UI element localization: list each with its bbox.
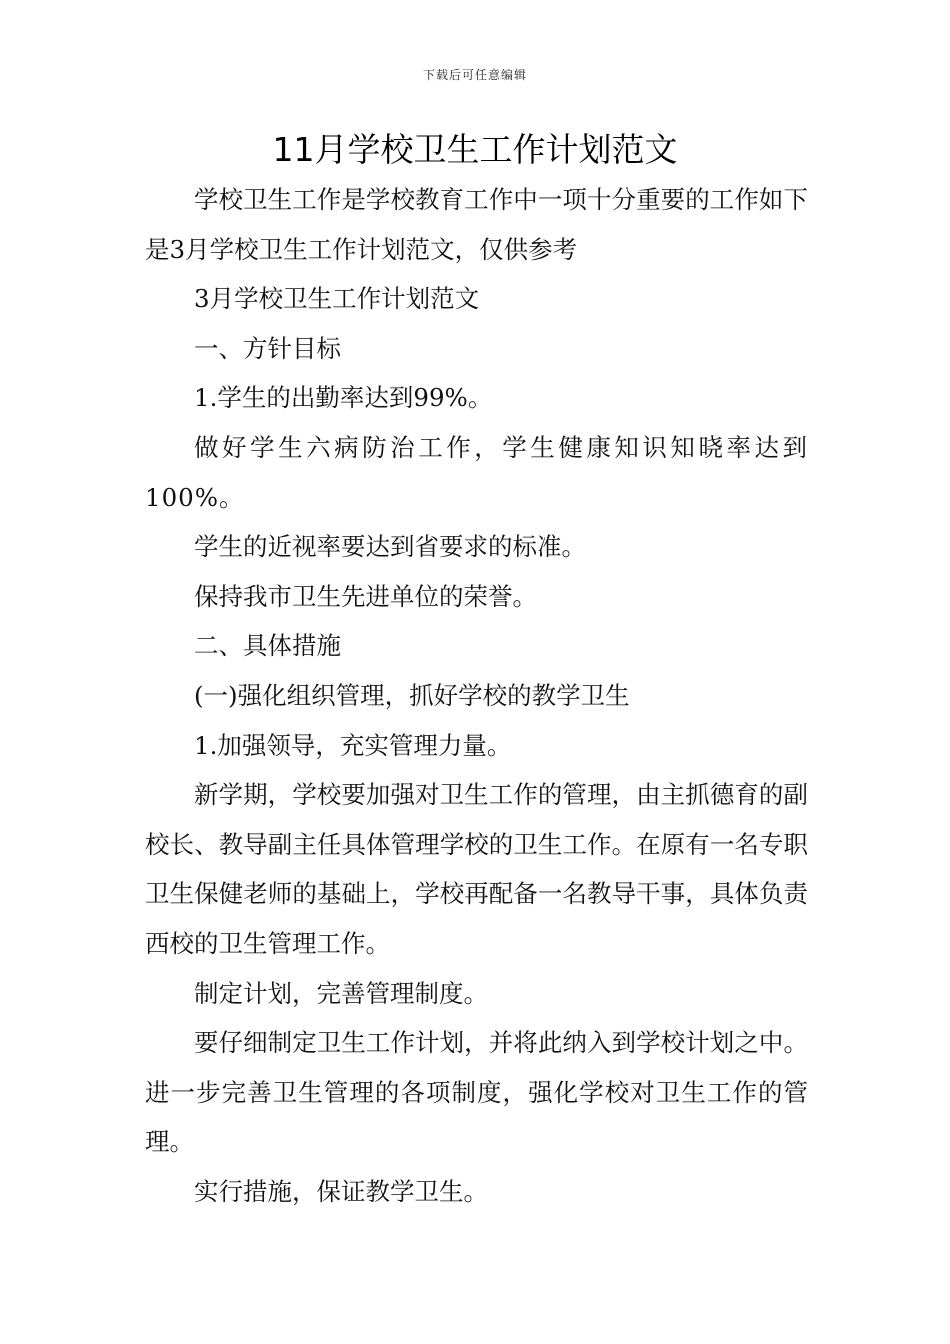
page-header-note: 下载后可任意编辑 [422, 68, 527, 82]
goal-item-myopia: 学生的近视率要达到省要求的标准。 [194, 532, 586, 562]
document-title: 11月学校卫生工作计划范文 [272, 130, 678, 169]
plan-detail-paragraph: 要仔细制定卫生工作计划，并将此纳入到学校计划之中。进一步完善卫生管理的各项制度，强化学校对卫生工作的管理。 [145, 1028, 808, 1157]
goal-item-honor: 保持我市卫生先进单位的荣誉。 [194, 581, 537, 611]
goal-item-disease-prevention: 做好学生六病防治工作，学生健康知识知晓率达到100%。 [145, 432, 808, 512]
measure-item-plan: 制定计划，完善管理制度。 [194, 978, 488, 1008]
subtitle-paragraph: 3月学校卫生工作计划范文 [194, 284, 480, 314]
leadership-detail-paragraph: 新学期，学校要加强对卫生工作的管理，由主抓德育的副校长、教导副主任具体管理学校的卫生工作。在原有一名专职卫生保健老师的基础上，学校再配备一名教导干事，具体负责西校的卫生管理工作。 [145, 780, 808, 958]
intro-paragraph: 学校卫生工作是学校教育工作中一项十分重要的工作如下是3月学校卫生工作计划范文，仅供参考 [145, 185, 808, 264]
section-heading-measures: 二、具体措施 [194, 631, 341, 661]
goal-item-attendance: 1.学生的出勤率达到99%。 [194, 383, 493, 413]
measure-item-implementation: 实行措施，保证教学卫生。 [194, 1176, 488, 1206]
subsection-heading-organization: (一)强化组织管理，抓好学校的教学卫生 [194, 680, 630, 710]
document-body [145, 175, 808, 1216]
section-heading-goals: 一、方针目标 [194, 333, 341, 363]
measure-item-leadership: 1.加强领导，充实管理力量。 [194, 730, 512, 760]
